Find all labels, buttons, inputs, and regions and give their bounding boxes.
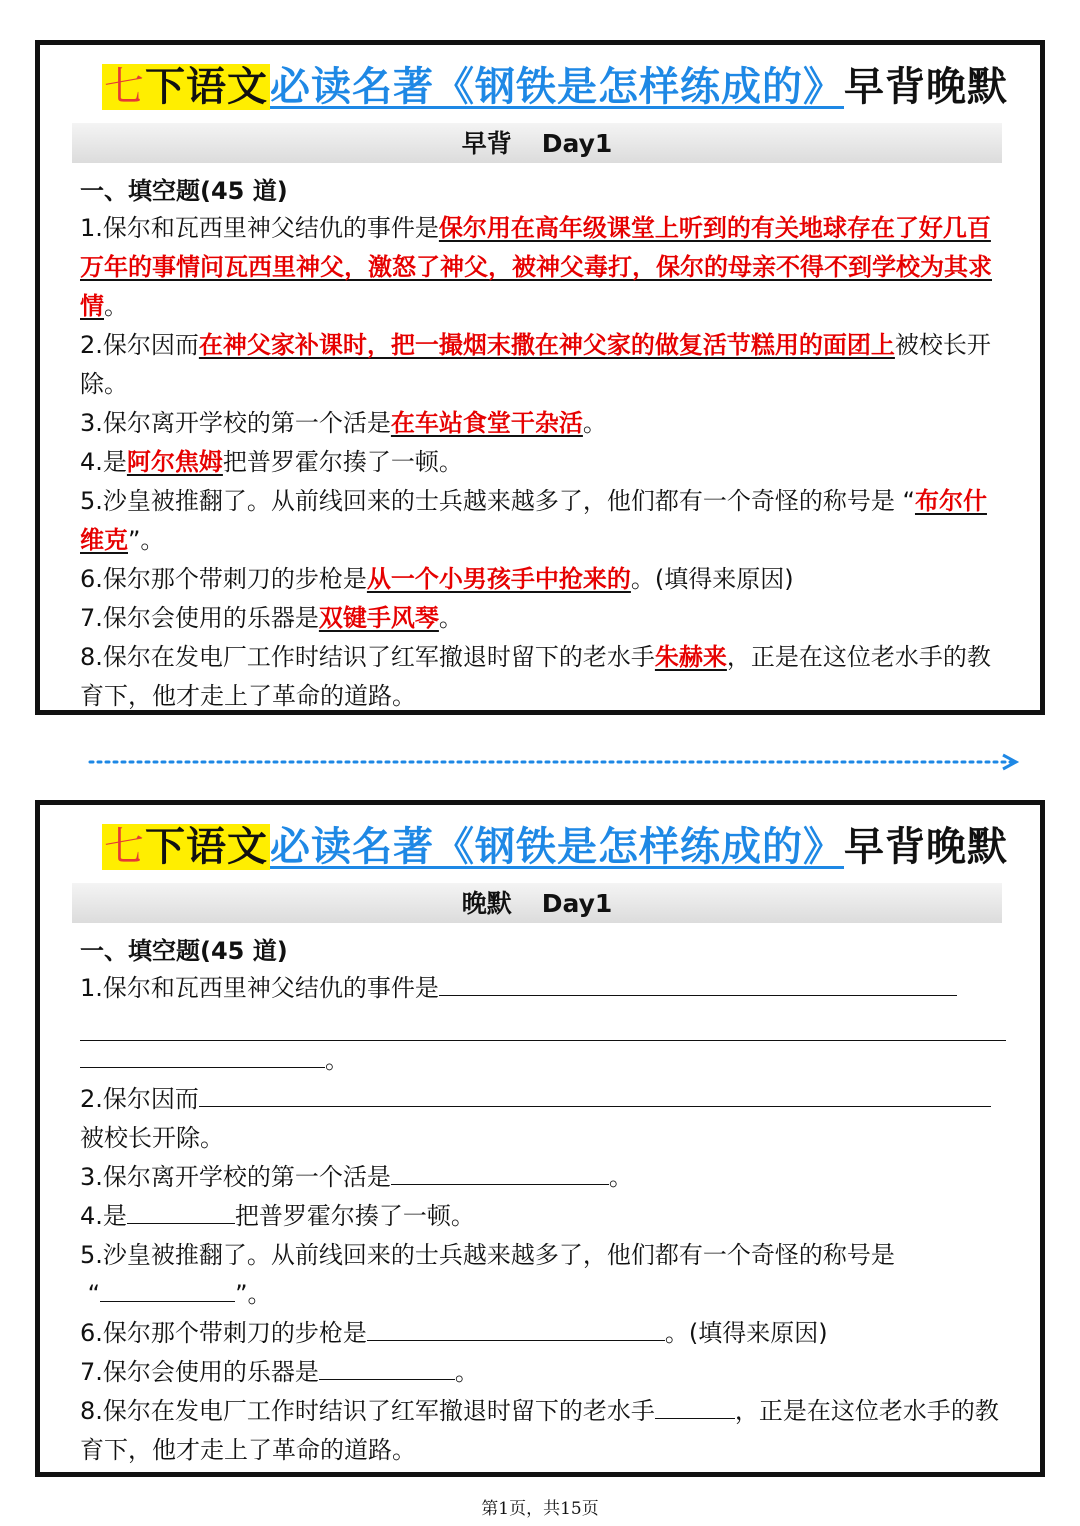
question-7: 7.保尔会使用的乐器是双键手风琴。 [80, 604, 463, 632]
page-title [102, 57, 1008, 117]
question-5: 5.沙皇被推翻了。从前线回来的士兵越来越多了，他们都有一个奇怪的称号是 “布尔什维克”。 [80, 487, 987, 554]
page-number: 第1页，共15页 [481, 1499, 599, 1519]
answer-blank[interactable] [80, 1041, 325, 1068]
section-heading: 一、填空题(45 道) [80, 937, 288, 965]
day-label: 晚默 [461, 889, 512, 918]
answer: 保尔用在高年级课堂上听到的有关地球存在了好几百万年的事情问瓦西里神父，激怒了神父，被神父毒打，保尔的母亲不得不到学校为其求情 [80, 214, 992, 320]
question-4: 4.是阿尔焦姆把普罗霍尔揍了一顿。 [80, 448, 463, 476]
question-6: 6.保尔那个带刺刀的步枪是 。(填得来原因) [80, 1314, 1010, 1353]
answer-blank[interactable] [100, 1275, 235, 1302]
answer-blank[interactable] [367, 1314, 665, 1341]
question-8: 8.保尔在发电厂工作时结识了红军撤退时留下的老水手朱赫来，正是在这位老水手的教育下，他才走上了革命的道路。 [80, 643, 991, 710]
page-title [102, 817, 1008, 877]
book-title: 必读名著《钢铁是怎样练成的》 [270, 824, 844, 870]
answer: 在神父家补课时，把一撮烟末撒在神父家的做复活节糕用的面团上 [198, 331, 895, 359]
answer-blank[interactable] [655, 1392, 735, 1419]
grade-subject: 下语文 [145, 64, 268, 110]
answer-blank[interactable] [199, 1080, 991, 1107]
grade-subject: 下语文 [145, 824, 268, 870]
evening-card [35, 800, 1045, 1477]
question-2: 2.保尔因而 [80, 1080, 1010, 1119]
answer: 朱赫来 [654, 643, 727, 671]
question-5-end: “ ”。 [80, 1275, 1010, 1314]
answer: 双键手风琴 [318, 604, 439, 632]
answer-blank[interactable] [127, 1197, 235, 1224]
question-6: 6.保尔那个带刺刀的步枪是从一个小男孩手中抢来的。(填得来原因) [80, 565, 794, 593]
question-8: 8.保尔在发电厂工作时结识了红军撤退时留下的老水手 ，正是在这位老水手的教育下，他才走上了革命的道路。 [80, 1392, 1010, 1470]
question-1: 1.保尔和瓦西里神父结仇的事件是保尔用在高年级课堂上听到的有关地球存在了好几百万年的事情问瓦西里神父，激怒了神父，被神父毒打，保尔的母亲不得不到学校为其求情。 [80, 214, 992, 320]
answer-blank[interactable] [80, 1008, 1006, 1041]
morning-card [35, 40, 1045, 715]
question-2-end: 被校长开除。 [80, 1124, 224, 1152]
question-3: 3.保尔离开学校的第一个活是在车站食堂干杂活。 [80, 409, 607, 437]
dotted-arrow-divider [88, 752, 1023, 772]
question-1: 1.保尔和瓦西里神父结仇的事件是 [80, 969, 1010, 1008]
question-3: 3.保尔离开学校的第一个活是 。 [80, 1158, 1010, 1197]
grade-highlight [102, 64, 270, 110]
answer-blank[interactable] [391, 1158, 609, 1185]
grade-prefix: 七 [104, 64, 145, 110]
day-label: 早背 [461, 129, 512, 158]
question-1-end: 。 [80, 1041, 1010, 1080]
day-header [72, 123, 1002, 163]
answer: 在车站食堂干杂活 [390, 409, 583, 437]
answer: 阿尔焦姆 [126, 448, 223, 476]
day-number: Day1 [541, 889, 613, 918]
section-heading: 一、填空题(45 道) [80, 177, 288, 205]
answer-blank[interactable] [319, 1353, 455, 1380]
answer-blank[interactable] [439, 969, 957, 996]
day-header [72, 883, 1002, 923]
question-5: 5.沙皇被推翻了。从前线回来的士兵越来越多了，他们都有一个奇怪的称号是 [80, 1241, 895, 1269]
question-list [80, 969, 1010, 1470]
question-2: 2.保尔因而在神父家补课时，把一撮烟末撒在神父家的做复活节糕用的面团上被校长开除。 [80, 331, 991, 398]
question-7: 7.保尔会使用的乐器是 。 [80, 1353, 1010, 1392]
day-number: Day1 [541, 129, 613, 158]
question-list [80, 209, 1010, 716]
title-suffix: 早背晚默 [844, 64, 1008, 110]
book-title: 必读名著《钢铁是怎样练成的》 [270, 64, 844, 110]
grade-highlight [102, 824, 270, 870]
question-4: 4.是 把普罗霍尔揍了一顿。 [80, 1197, 1010, 1236]
answer: 布尔什维克 [80, 487, 987, 554]
title-suffix: 早背晚默 [844, 824, 1008, 870]
grade-prefix: 七 [104, 824, 145, 870]
answer: 从一个小男孩手中抢来的 [366, 565, 631, 593]
